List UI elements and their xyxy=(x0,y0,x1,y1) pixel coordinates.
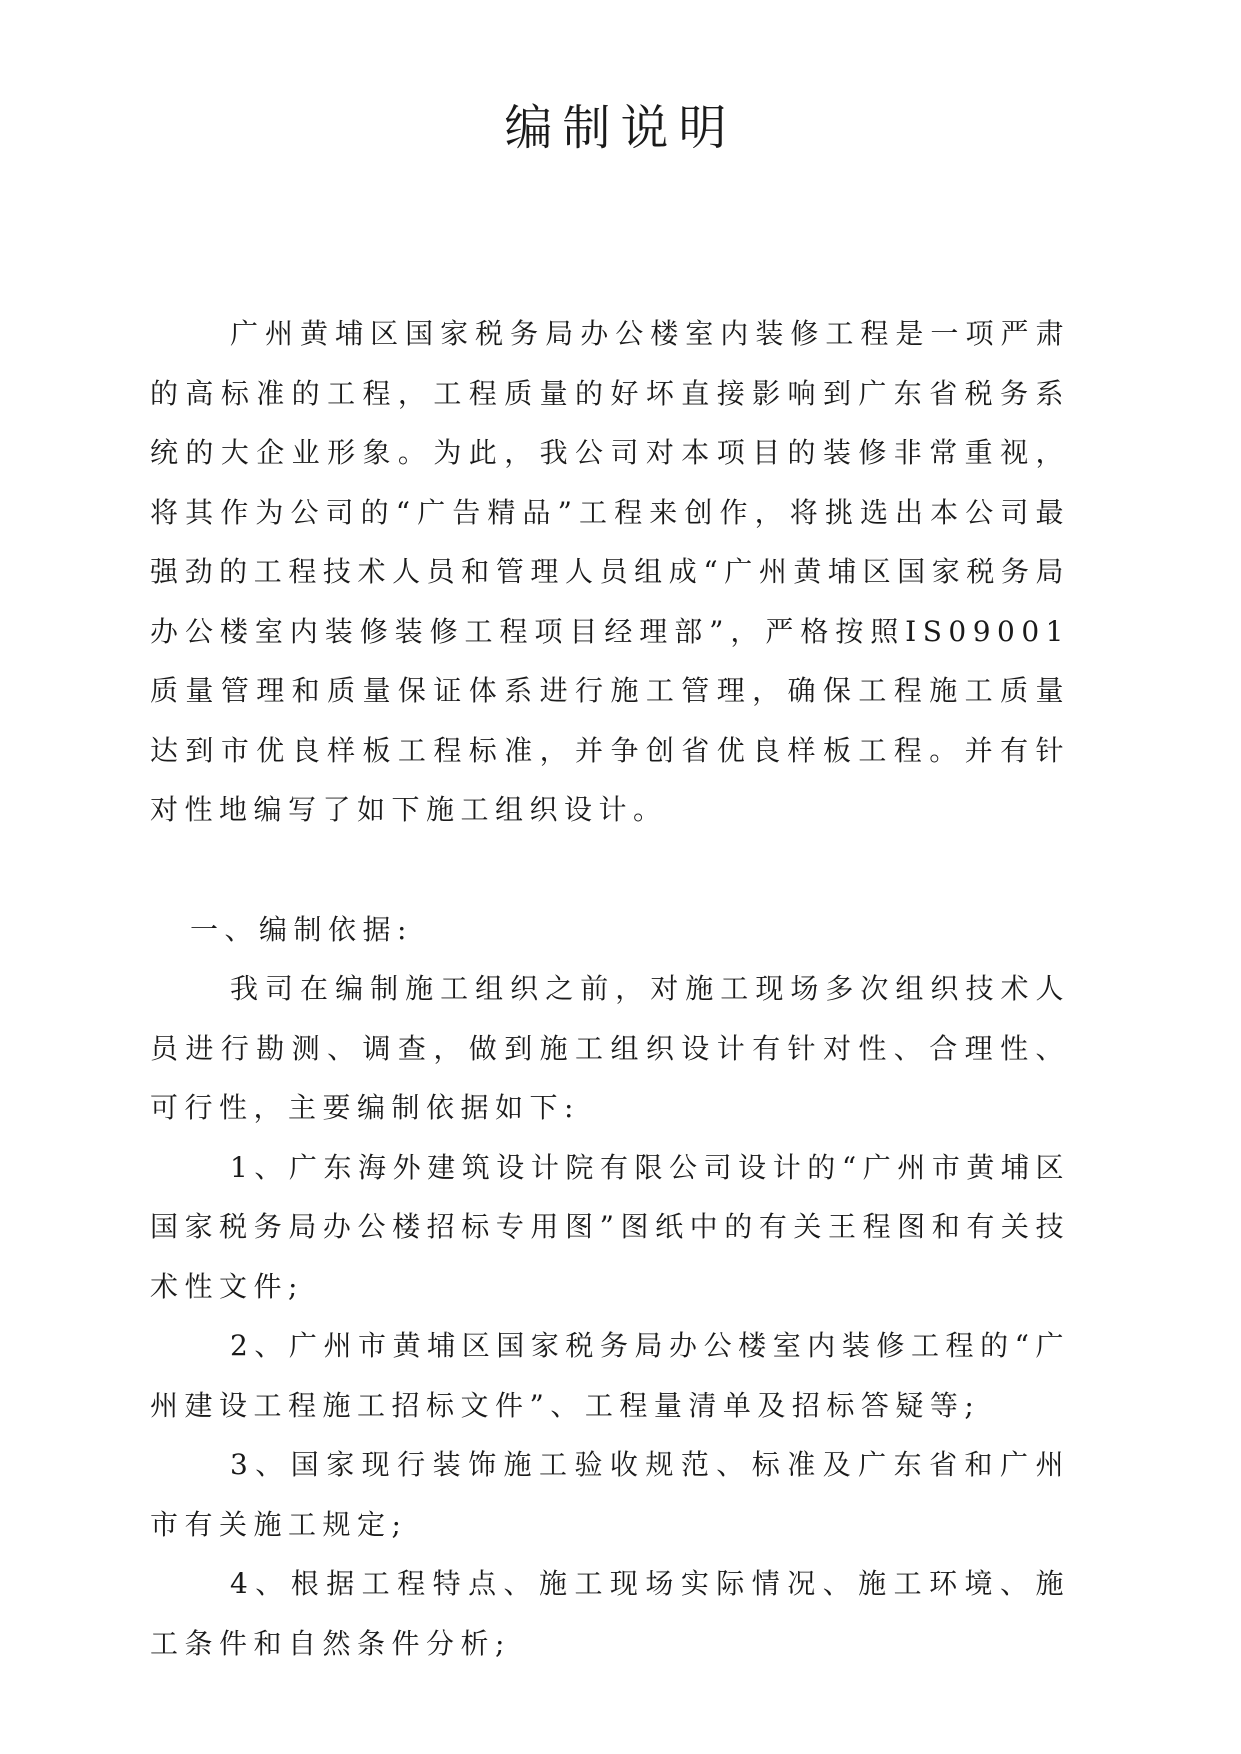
document-body xyxy=(150,304,1070,1673)
basis-item-3: 3、国家现行装饰施工验收规范、标准及广东省和广州市有关施工规定; xyxy=(150,1448,1070,1541)
basis-item-2: 2、广州市黄埔区国家税务局办公楼室内装修工程的“广州建设工程施工招标文件”、工程量清单及招标答疑等; xyxy=(150,1329,1070,1422)
basis-item-4: 4、根据工程特点、施工现场实际情况、施工环境、施工条件和自然条件分析; xyxy=(150,1567,1070,1660)
section-heading: 一、编制依据: xyxy=(190,912,413,946)
page-title: 编制说明 xyxy=(504,100,737,156)
intro-paragraph: 广州黄埔区国家税务局办公楼室内装修工程是一项严肃的高标准的工程，工程质量的好坏直接影响到广东省税务系统的大企业形象。为此，我公司对本项目的装修非常重视，将其作为公司的“广告精品”工程来创作，将挑选出本公司最强劲的工程技术人员和管理人员组成“广州黄埔区国家税务局办公楼室内装修装修工程项目经理部”，严格按照IS09001质量管理和质量保证体系进行施工管理，确保工程施工质量达到市优良样板工程标准，并争创省优良样板工程。并有针对性地编写了如下施工组织设计。 xyxy=(150,317,1070,826)
section-lead-paragraph: 我司在编制施工组织之前，对施工现场多次组织技术人员进行勘测、调查，做到施工组织设计有针对性、合理性、可行性，主要编制依据如下: xyxy=(150,972,1070,1124)
section-spacer xyxy=(150,840,1070,900)
basis-item-1: 1、广东海外建筑设计院有限公司设计的“广州市黄埔区国家税务局办公楼招标专用图”图纸中的有关王程图和有关技术性文件; xyxy=(150,1150,1070,1303)
